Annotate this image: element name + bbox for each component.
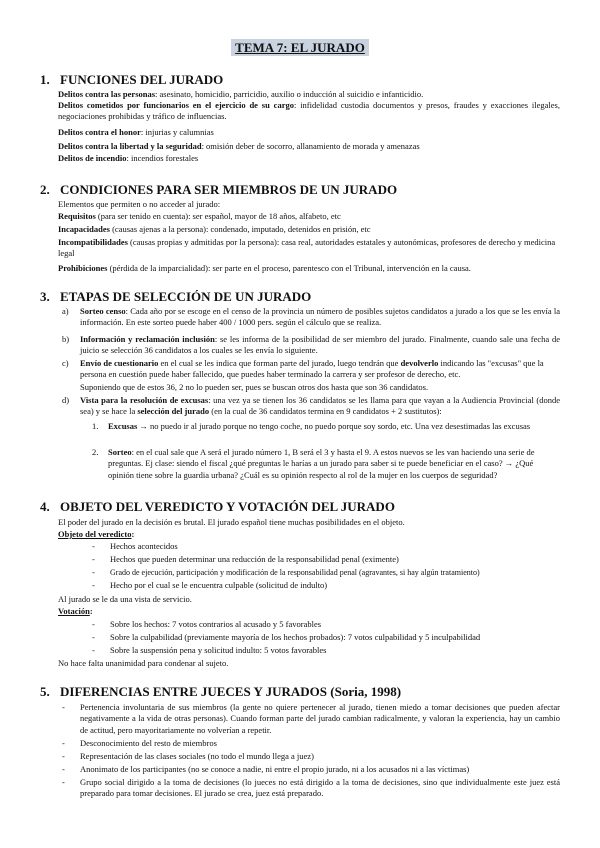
section-5-number: 5. [40, 684, 50, 699]
s3-sub2-label: Sorteo [108, 447, 132, 457]
s2-item-4-label: Prohibiciones [58, 263, 108, 273]
s2-item-1 [58, 211, 341, 222]
s2-item-2-text: (causas ajenas a la persona): condenado, imputado, detenidos en prisión, etc [109, 224, 371, 234]
s1-item-2 [58, 100, 560, 123]
s1-item-3-text: : injurias y calumnias [140, 127, 214, 137]
s3-sub2-marker: 2. [92, 447, 99, 457]
s4-votacion-dash-1: - [92, 619, 95, 629]
section-2-number: 2. [40, 182, 50, 197]
s3-d-marker: d) [62, 395, 70, 405]
s4-objeto-colon: : [131, 529, 135, 539]
section-5-title: DIFERENCIAS ENTRE JUECES Y JURADOS (Soria, 1998) [60, 684, 402, 699]
s3-step-c [80, 358, 560, 381]
s3-d-bold: selección del jurado [137, 406, 210, 417]
s4-objeto-dash-3: - [92, 567, 95, 577]
s3-c-text-2: indicando las "excusas" que la persona en cuestión puede haber fallecido, que puedes haber terminado la carrera y ser profesor de derecho, etc. [80, 358, 544, 380]
s5-item-5: Grupo social dirigido a la toma de decisiones (lo jueces no está dirigido a la toma de decisiones, sino que individualmente este juez está preparado para tomar decisiones. El jurado se crea, juez está preparado. [80, 777, 560, 799]
s4-votacion-item-1: Sobre los hechos: 7 votos contrarios al acusado y 5 favorables [110, 619, 322, 629]
s1-item-1 [58, 89, 423, 100]
s1-item-4 [58, 141, 420, 152]
s3-step-a [80, 306, 560, 329]
s3-sub1-marker: 1. [92, 421, 99, 431]
s5-dash-3: - [62, 751, 65, 761]
s1-item-5-text: : incendios forestales [126, 153, 199, 163]
s5-dash-5: - [62, 777, 65, 787]
s2-item-3 [58, 237, 560, 260]
s1-item-3 [58, 127, 214, 138]
s3-b-text: : se les informa de la posibilidad de ser miembro del jurado. Finalmente, cuando sale una fecha de juicio se selección 36 candidatos a los cuales se les envía lo siguiente. [80, 334, 560, 356]
s2-item-1-label: Requisitos [58, 211, 96, 221]
s3-c-extra: Suponiendo que de estos 36, 2 no lo pueden ser, pues se buscan otros dos hasta que son 36 candidatos. [80, 382, 429, 392]
s4-objeto-item-2: Hechos que pueden determinar una reducción de la responsabilidad penal (eximente) [110, 554, 399, 564]
s1-item-3-label: Delitos contra el honor [58, 127, 141, 137]
s4-objeto-item-1: Hechos acontecidos [110, 541, 178, 551]
s3-substep-1 [108, 421, 560, 432]
s4-votacion-dash-3: - [92, 645, 95, 655]
s4-vista: Al jurado se le da una vista de servicio. [58, 594, 192, 604]
s4-votacion-item-2: Sobre la culpabilidad (previamente mayoría de los hechos probados): 7 votos culpabilidad y 5 inculpabilidad [110, 632, 481, 642]
s4-intro: El poder del jurado en la decisión es brutal. El jurado español tiene muchas posibilidades en el objeto. [58, 517, 405, 527]
s3-d-text-1: : una vez ya se tienen los 36 candidatos se les llama para que vayan a la Audiencia Provincial (donde sea) y se hace la [80, 395, 560, 417]
s3-a-text: : Cada año por se escoge en el censo de la provincia un número de posibles sujetos candidatos a jurado a los que se les envía la información. En este sorteo puede haber 400 / 1000 pers. según el cálculo que se realiza. [80, 306, 560, 328]
s3-sub1-text: → no puedo ir al jurado porque no tengo coche, no puedo porque soy sordo, etc. Una vez desestimadas las excusas [137, 421, 531, 431]
s3-b-label: Información y reclamación inclusión [80, 334, 215, 344]
s4-votacion-heading [58, 606, 93, 617]
s1-item-4-text: : omisión deber de socorro, allanamiento de morada y amenazas [201, 141, 420, 151]
section-4-heading [40, 499, 395, 515]
s2-item-4 [58, 263, 471, 274]
s4-votacion-colon: : [89, 606, 93, 616]
s4-votacion-item-3: Sobre la suspensión pena y solicitud indulto: 5 votos favorables [110, 645, 327, 655]
s1-item-2-label: Delitos cometidos por funcionarios en el ejercicio de su cargo [58, 100, 294, 110]
s4-objeto-dash-4: - [92, 580, 95, 590]
s2-item-1-text: (para ser tenido en cuenta): ser español, mayor de 18 años, alfabeto, etc [95, 211, 341, 221]
s2-item-2-label: Incapacidades [58, 224, 110, 234]
section-4-title: OBJETO DEL VEREDICTO Y VOTACIÓN DEL JURADO [60, 499, 395, 514]
s5-item-1: Pertenencia involuntaria de sus miembros (la gente no quiere pertenecer al jurado, tienen miedo a tomar decisiones que pueden afectar negativamente a la vida de otras personas). Cuando forman parte del jurado cambian radicalmente, y valoran la experiencia, hay un cambio de actitud, pero mayoritariamente no volverían a repetir. [80, 702, 560, 735]
s4-objeto-dash-1: - [92, 541, 95, 551]
section-3-number: 3. [40, 289, 50, 304]
s1-item-1-label: Delitos contra las personas [58, 89, 156, 99]
s1-item-4-label: Delitos contra la libertad y la seguridad [58, 141, 202, 151]
page-title-text: TEMA 7: EL JURADO [231, 39, 369, 56]
s3-sub2-text: : en el cual sale que A será el jurado número 1, B será el 3 y hasta el 9. A estos nuevos se les van haciendo una serie de preguntas. Ej clase: siendo el fiscal ¿qué preguntas le harías a un jurado para saber si te puede beneficiar en el caso? → ¿Qué opinión tiene sobre la guardia urbana? ¿Cuál es su opinión respecto al rol de la mujer en los cuerpos de seguridad? [108, 447, 535, 480]
s3-a-marker: a) [62, 306, 69, 316]
s4-objeto-label: Objeto del veredicto [58, 529, 132, 539]
s1-item-5-label: Delitos de incendio [58, 153, 127, 163]
page-title [0, 40, 600, 56]
s4-objeto-heading [58, 529, 134, 540]
s3-step-b [80, 334, 560, 357]
s3-d-label: Vista para la resolución de excusas [80, 395, 209, 405]
s2-intro: Elementos que permiten o no acceder al jurado: [58, 199, 221, 209]
section-3-title: ETAPAS DE SELECCIÓN DE UN JURADO [60, 289, 312, 304]
s4-objeto-item-4: Hecho por el cual se le encuentra culpable (solicitud de indulto) [110, 580, 328, 590]
s2-item-3-label: Incompatibilidades [58, 237, 128, 247]
s4-unanimidad: No hace falta unanimidad para condenar al sujeto. [58, 658, 229, 668]
s4-votacion-label: Votación [58, 606, 90, 616]
s3-d-text-2: (en la cual de 36 candidatos termina en 9 candidatos + 2 sustitutos): [209, 406, 442, 417]
s3-c-text-1: en el cual se les indica que forman parte del jurado, luego tendrán que [158, 358, 401, 368]
s2-item-3-text: (causas propias y admitidas por la persona): casa real, autoridades estatales y autonómicas, profesores de derecho y medicina legal [58, 237, 556, 259]
section-2-heading [40, 182, 397, 198]
s2-item-4-text: (pérdida de la imparcialidad): ser parte en el proceso, parentesco con el Tribunal, intervención en la causa. [107, 263, 471, 273]
section-5-heading [40, 684, 401, 700]
s1-item-1-text: : asesinato, homicidio, parricidio, auxilio o inducción al suicidio e infanticidio. [155, 89, 424, 99]
s5-item-2: Desconocimiento del resto de miembros [80, 738, 217, 748]
s3-c-bold: devolverlo [400, 358, 439, 368]
s3-b-marker: b) [62, 334, 70, 344]
section-1-number: 1. [40, 72, 50, 87]
s3-step-d [80, 395, 560, 418]
s5-item-4: Anonimato de los participantes (no se conoce a nadie, ni entre el propio jurado, ni a los acusados ni a las víctimas) [80, 764, 470, 774]
s5-dash-4: - [62, 764, 65, 774]
s1-item-5 [58, 153, 198, 164]
section-1-heading [40, 72, 223, 88]
s4-objeto-item-3: Grado de ejecución, participación y modificación de la responsabilidad penal (agravantes, si hay algún tratamiento) [110, 568, 480, 577]
s2-item-2 [58, 224, 371, 235]
s4-objeto-dash-2: - [92, 554, 95, 564]
s1-item-2-text: : infidelidad custodia documentos y presos, fraudes y exacciones ilegales, negociaciones prohibidas y tráfico de influencias. [58, 100, 560, 122]
s3-c-label: Envío de cuestionario [80, 358, 159, 368]
s5-item-3: Representación de las clases sociales (no todo el mundo llega a juez) [80, 751, 314, 761]
section-4-number: 4. [40, 499, 50, 514]
section-3-heading [40, 289, 311, 305]
section-1-title: FUNCIONES DEL JURADO [60, 72, 224, 87]
s3-c-marker: c) [62, 358, 69, 368]
s3-sub1-label: Excusas [108, 421, 138, 431]
s5-dash-1: - [62, 702, 65, 712]
s3-a-label: Sorteo censo [80, 306, 126, 316]
s5-dash-2: - [62, 738, 65, 748]
s4-votacion-dash-2: - [92, 632, 95, 642]
section-2-title: CONDICIONES PARA SER MIEMBROS DE UN JURADO [60, 182, 398, 197]
s3-substep-2 [108, 447, 560, 481]
